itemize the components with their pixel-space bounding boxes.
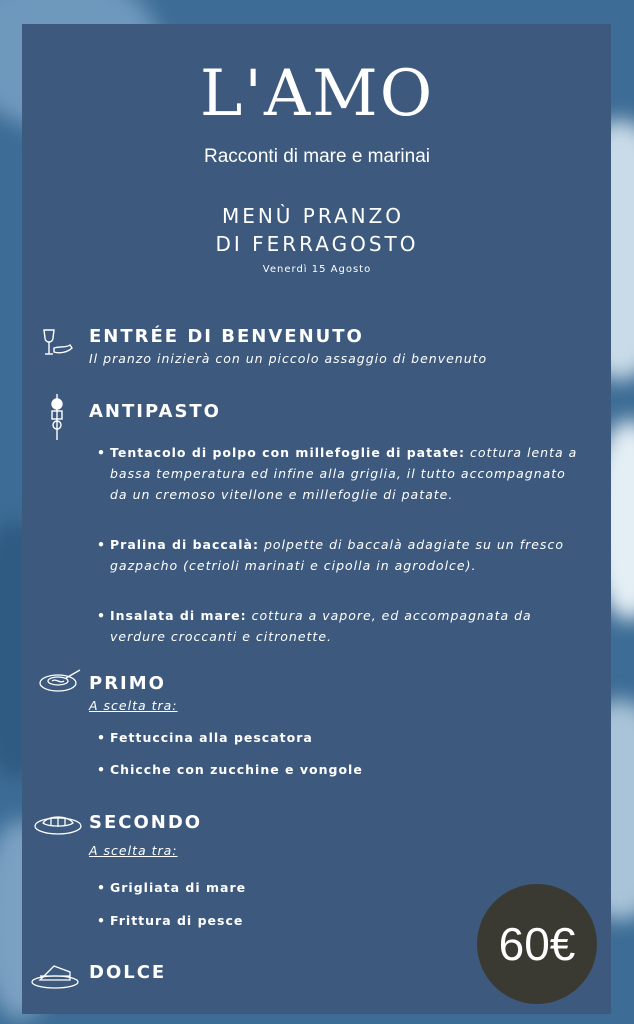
fish-dish-icon	[33, 808, 83, 840]
bullet-icon: •	[97, 762, 106, 777]
bullet-icon: •	[97, 608, 106, 623]
section-title-antipasto: ANTIPASTO	[89, 401, 221, 422]
dish-name: Fettuccina alla pescatora	[110, 730, 313, 745]
bullet-icon: •	[97, 537, 106, 552]
entree-note: Il pranzo inizierà con un piccolo assaggio di benvenuto	[89, 351, 488, 366]
dish-name: Pralina di baccalà:	[110, 537, 259, 552]
bullet-icon: •	[97, 913, 106, 928]
bullet-icon: •	[97, 445, 106, 460]
price-badge: 60€	[477, 884, 597, 1004]
bullet-icon: •	[97, 730, 106, 745]
list-item	[97, 759, 587, 780]
menu-title-line2: DI FERRAGOSTO	[215, 232, 419, 256]
section-title-dolce: DOLCE	[89, 962, 167, 983]
dish-name: Tentacolo di polpo con millefoglie di patate:	[110, 445, 465, 460]
brand-tagline: Racconti di mare e marinai	[204, 146, 430, 167]
secondo-choice-label: A scelta tra:	[89, 843, 178, 858]
section-title-primo: PRIMO	[89, 673, 166, 694]
dish-name: Grigliata di mare	[110, 880, 247, 895]
wine-glass-icon	[40, 326, 74, 364]
section-title-entree: ENTRÉE DI BENVENUTO	[89, 326, 364, 347]
dish-description: polpette di baccalà adagiate su un fresco gazpacho (cetrioli marinati e cipolla in agrodolce).	[110, 537, 564, 573]
list-item	[97, 727, 587, 748]
dish-description: cottura lenta a bassa temperatura ed infine alla griglia, il tutto accompagnato da un cremoso vitellone e millefoglie di patate.	[110, 445, 578, 502]
section-title-secondo: SECONDO	[89, 812, 203, 833]
skewer-icon	[47, 392, 67, 446]
brand-logo: L'AMO	[199, 57, 435, 131]
dish-name: Frittura di pesce	[110, 913, 244, 928]
menu-panel	[22, 24, 611, 1014]
primo-choice-label: A scelta tra:	[89, 698, 178, 713]
bullet-icon: •	[97, 880, 106, 895]
cake-slice-icon	[30, 960, 80, 994]
list-item	[97, 605, 587, 647]
dish-description: cottura a vapore, ed accompagnata da verdure croccanti e citronette.	[110, 608, 532, 644]
dish-name: Insalata di mare:	[110, 608, 247, 623]
list-item	[97, 534, 587, 576]
list-item	[97, 442, 587, 505]
menu-date: Venerdì 15 Agosto	[262, 264, 372, 275]
pasta-plate-icon	[38, 668, 82, 698]
dish-name: Chicche con zucchine e vongole	[110, 762, 363, 777]
menu-title-line1: MENÙ PRANZO	[221, 204, 405, 228]
